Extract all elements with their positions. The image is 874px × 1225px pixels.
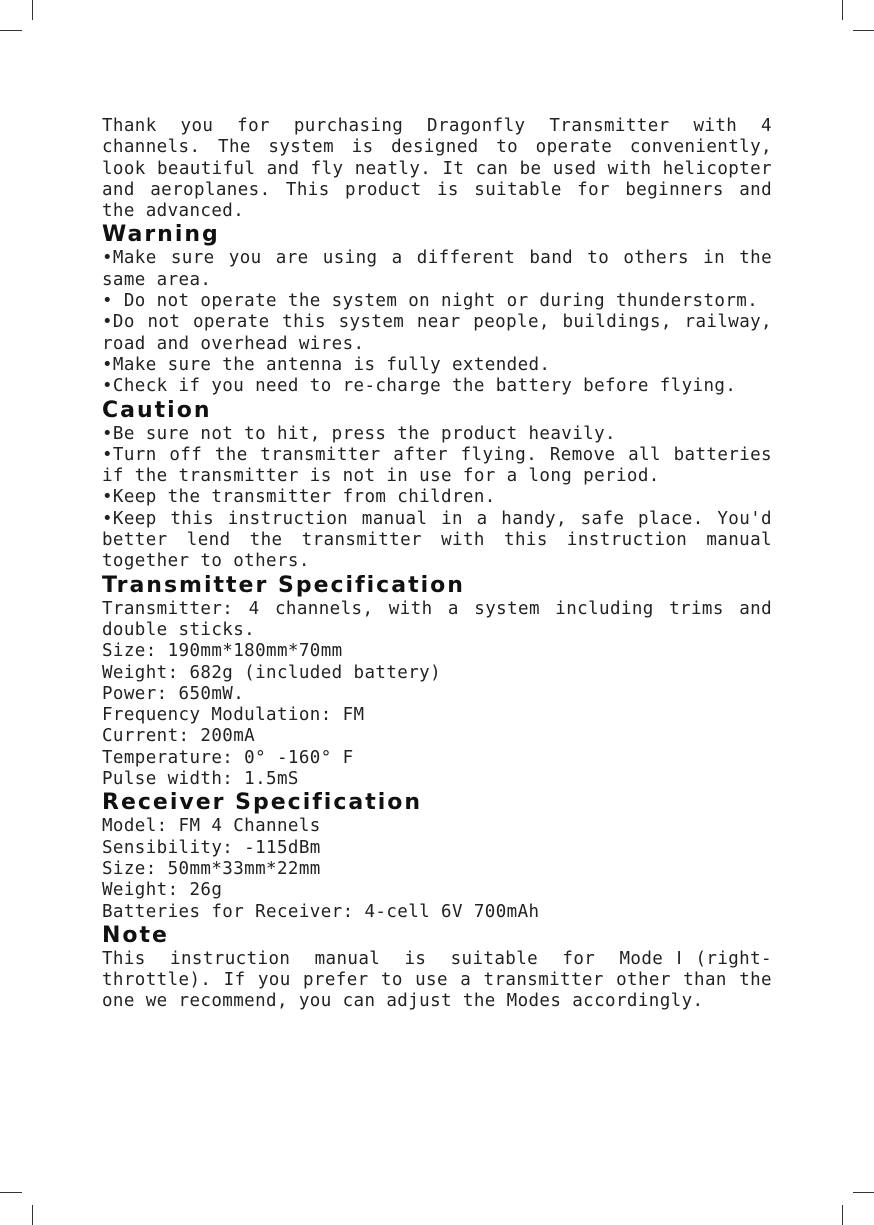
- crop-mark: [0, 30, 22, 31]
- crop-mark: [853, 1192, 874, 1193]
- transmitter-spec-line: Power: 650mW.: [102, 683, 245, 704]
- warning-item: •Do not operate this system near people, buildings, railway, road and overhead wires.: [102, 312, 772, 354]
- note-heading: Note: [102, 922, 169, 948]
- transmitter-spec-line: Pulse width: 1.5mS: [102, 769, 299, 790]
- transmitter-spec-line: Size: 190mm*180mm*70mm: [102, 641, 343, 662]
- warning-item: •Check if you need to re-charge the battery before flying.: [102, 376, 737, 397]
- note-paragraph: This instruction manual is suitable for ModeⅠ(right-throttle). If you prefer to use a transmitter other than the one we recommend, you can adjust the Modes accordingly.: [102, 948, 772, 1012]
- caution-heading: Caution: [102, 397, 212, 423]
- intro-paragraph: Thank you for purchasing Dragonfly Transmitter with 4 channels. The system is designed to operate conveniently, look beautiful and fly neatly. It can be used with helicopter and aeroplanes. This product is suitable for beginners and the advanced.: [102, 116, 772, 222]
- warning-item: •Make sure you are using a different band to others in the same area.: [102, 248, 772, 290]
- receiver-spec-heading: Receiver Specification: [102, 790, 423, 816]
- manual-page: [102, 116, 772, 1013]
- crop-mark: [842, 1205, 843, 1225]
- caution-item: •Be sure not to hit, press the product heavily.: [102, 423, 616, 444]
- crop-mark: [853, 30, 874, 31]
- caution-item: •Keep the transmitter from children.: [102, 487, 496, 508]
- receiver-spec-line: Weight: 26g: [102, 880, 223, 901]
- caution-item: •Turn off the transmitter after flying. Remove all batteries if the transmitter is not in use for a long period.: [102, 444, 772, 487]
- warning-item: •Make sure the antenna is fully extended.: [102, 354, 551, 375]
- transmitter-spec-line: Frequency Modulation: FM: [102, 705, 365, 726]
- receiver-spec-line: Batteries for Receiver: 4-cell 6V 700mAh: [102, 901, 540, 922]
- transmitter-spec-heading: Transmitter Specification: [102, 572, 465, 598]
- transmitter-spec-line: Temperature: 0° -160° F: [102, 747, 354, 768]
- crop-mark: [32, 1205, 33, 1225]
- receiver-spec-line: Model: FM 4 Channels: [102, 816, 321, 837]
- transmitter-intro: Transmitter: 4 channels, with a system including trims and double sticks.: [102, 598, 772, 640]
- receiver-spec-line: Size: 50mm*33mm*22mm: [102, 858, 321, 879]
- crop-mark: [0, 1192, 22, 1193]
- crop-mark: [842, 0, 843, 20]
- crop-mark: [32, 0, 33, 20]
- caution-item: •Keep this instruction manual in a handy, safe place. You'd better lend the transmitter with this instruction manual together to others.: [102, 508, 772, 572]
- transmitter-spec-line: Weight: 682g (included battery): [102, 662, 442, 683]
- warning-item: • Do not operate the system on night or during thunderstorm.: [102, 291, 759, 312]
- warning-heading: Warning: [102, 222, 220, 248]
- receiver-spec-line: Sensibility: -115dBm: [102, 837, 321, 858]
- transmitter-spec-line: Current: 200mA: [102, 726, 256, 747]
